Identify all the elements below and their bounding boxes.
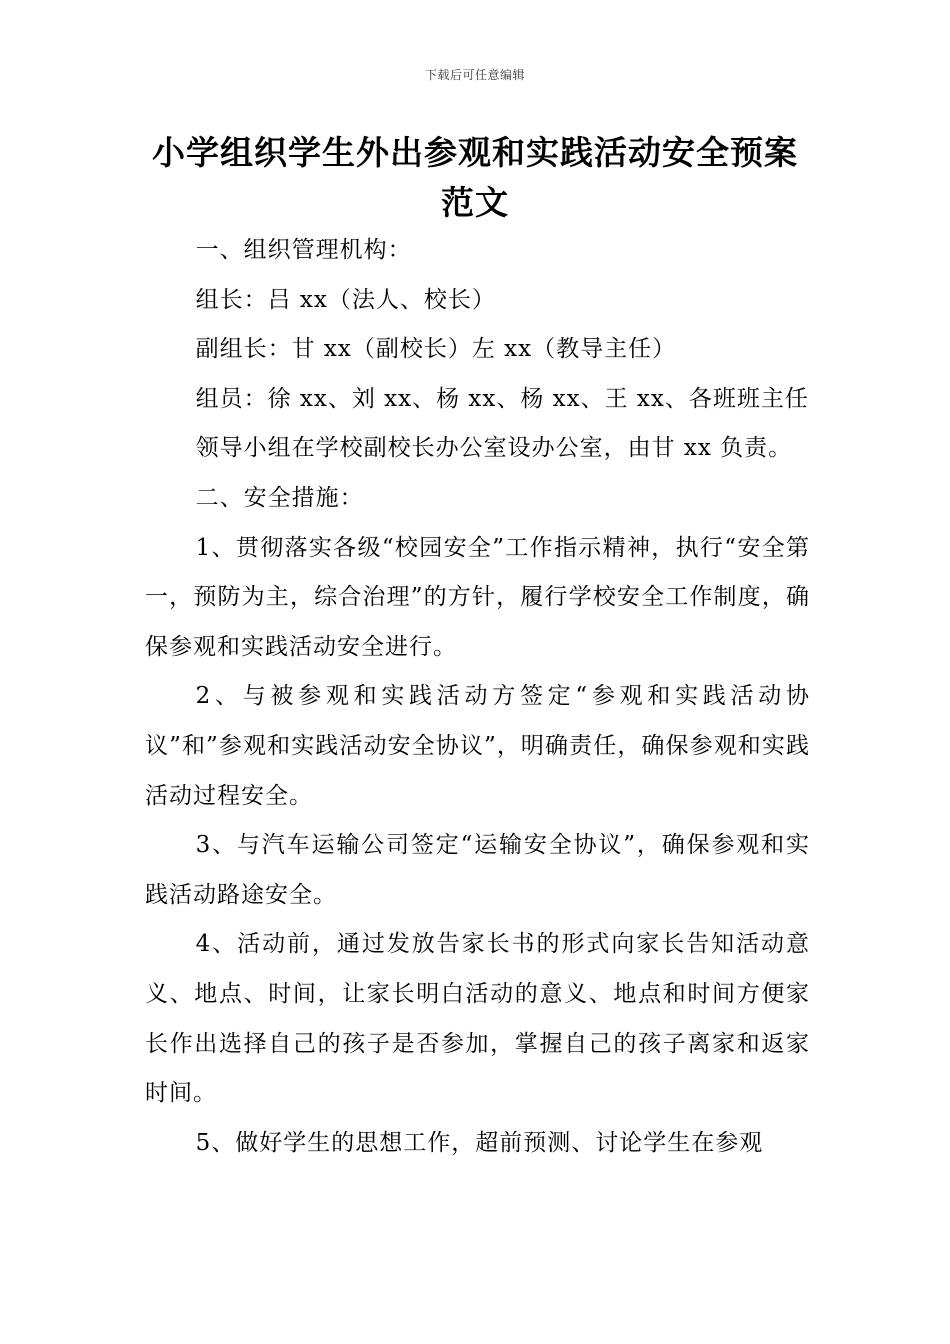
paragraph: 3、与汽车运输公司签定“运输安全协议”，确保参观和实践活动路途安全。: [145, 832, 810, 908]
paragraph: 二、安全措施：: [195, 484, 364, 511]
document-body: [145, 226, 810, 1168]
paragraph: 5、做好学生的思想工作，超前预测、讨论学生在参观: [195, 1129, 764, 1156]
paragraph: 4、活动前，通过发放告家长书的形式向家长告知活动意义、地点、时间，让家长明白活动的意义、地点和时间方便家长作出选择自己的孩子是否参加，掌握自己的孩子离家和返家时间。: [145, 931, 810, 1107]
paragraph: 副组长：甘 xx（副校长）左 xx（教导主任）: [195, 336, 677, 363]
header-note: 下载后可任意编辑: [424, 68, 525, 82]
paragraph: 一、组织管理机构：: [195, 237, 412, 263]
paragraph: 领导小组在学校副校长办公室设办公室，由甘 xx 负责。: [195, 435, 793, 462]
paragraph: 组长：吕 xx（法人、校长）: [195, 286, 496, 313]
paragraph: 1、贯彻落实各级“校园安全”工作指示精神，执行“安全第一，预防为主，综合治理”的方针，履行学校安全工作制度，确保参观和实践活动安全进行。: [145, 534, 810, 660]
paragraph: 组员：徐 xx、刘 xx、杨 xx、杨 xx、王 xx、各班班主任: [195, 385, 809, 412]
document-title: 小学组织学生外出参观和实践活动安全预案范文: [152, 133, 798, 222]
paragraph: 2、与被参观和实践活动方签定“参观和实践活动协议”和”参观和实践活动安全协议”，明确责任，确保参观和实践活动过程安全。: [145, 683, 810, 809]
